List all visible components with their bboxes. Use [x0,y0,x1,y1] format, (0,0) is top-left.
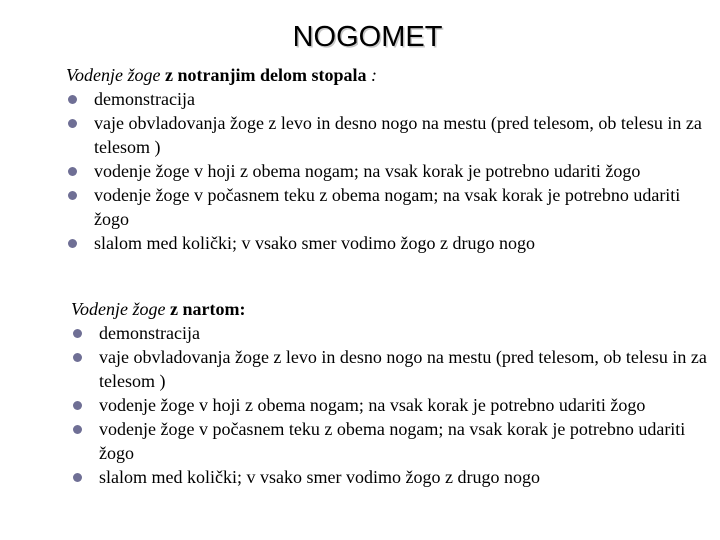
bullet-icon [73,473,82,482]
list-item [66,183,716,231]
bullet-list [66,87,716,255]
bullet-icon [73,353,82,362]
list-item-text: demonstracija [94,89,195,109]
list-item-text: vodenje žoge v hoji z obema nogam; na vsak korak je potrebno udariti žogo [99,395,646,415]
heading-bold-part: z notranjim delom stopala [160,65,367,85]
heading-suffix: : [366,65,377,85]
heading-italic-part: Vodenje žoge [66,65,161,85]
list-item [71,393,716,417]
list-item-text: vaje obvladovanja žoge z levo in desno nogo na mestu (pred telesom, ob telesu in za telesom ) [94,113,702,157]
list-item-text: vaje obvladovanja žoge z levo in desno nogo na mestu (pred telesom, ob telesu in za telesom ) [99,347,707,391]
section-heading [66,63,716,87]
section-heading [71,297,716,321]
bullet-icon [73,329,82,338]
bullet-list [71,321,716,489]
bullet-icon [73,425,82,434]
list-item [66,159,716,183]
list-item [66,231,716,255]
bullet-icon [68,191,77,200]
list-item-text: vodenje žoge v počasnem teku z obema nogam; na vsak korak je potrebno udariti žogo [99,419,686,463]
heading-italic-part: Vodenje žoge [71,299,166,319]
list-item [71,321,716,345]
bullet-icon [68,239,77,248]
list-item [71,345,716,393]
list-item-text: demonstracija [99,323,200,343]
bullet-icon [68,119,77,128]
bullet-icon [73,401,82,410]
list-item [71,417,716,465]
section-notranji-del-stopala [66,63,716,255]
list-item-text: slalom med količki; v vsako smer vodimo žogo z drugo nogo [94,233,535,253]
list-item [66,87,716,111]
bullet-icon [68,95,77,104]
list-item [71,465,716,489]
list-item-text: vodenje žoge v hoji z obema nogam; na vsak korak je potrebno udariti žogo [94,161,641,181]
list-item-text: vodenje žoge v počasnem teku z obema nogam; na vsak korak je potrebno udariti žogo [94,185,681,229]
list-item [66,111,716,159]
section-nart [71,297,716,489]
heading-bold-part: z nartom: [165,299,246,319]
bullet-icon [68,167,77,176]
slide-title: NOGOMET [292,21,443,53]
list-item-text: slalom med količki; v vsako smer vodimo žogo z drugo nogo [99,467,540,487]
